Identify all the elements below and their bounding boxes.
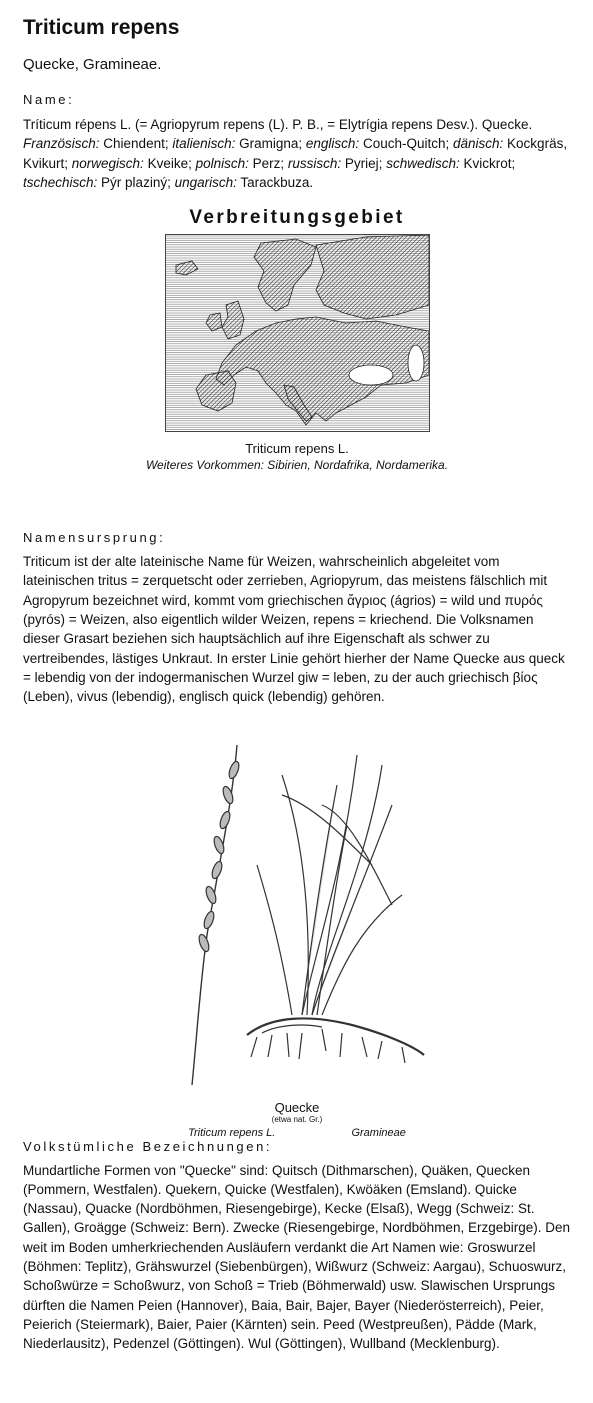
lang-danish-label: dänisch: [453, 136, 504, 152]
folk-section-label: Volkstümliche Bezeichnungen: [23, 1138, 273, 1154]
plant-family-label: Gramineae [351, 1126, 406, 1139]
plant-figure [23, 715, 571, 1139]
page-subtitle: Quecke, Gramineae. [23, 56, 162, 73]
scientific-name: Tríticum répens L. (= Agriopyrum repens (L). P. B., = Elytrígia repens Desv.). Quecke. [23, 117, 533, 132]
distribution-map [165, 234, 430, 432]
folk-section-text: Mundartliche Formen von "Quecke" sind: Quitsch (Dithmarschen), Quäken, Quecken (Pommern, Westfalen). Quekern, Quicke (Westfalen), Kwöäken (Emsland). Quicke (Nassau), Quacke (Nordböhmen, Riesengebirge), Kecke (Elsaß), Wegg (Schweiz: St. Gallen), Groägge (Schweiz: Bern). Zwecke (Riesengebirge, Nordböhmen, Erzgebirge). Den weit im Boden umherkriechenden Ausläufern verdankt die Art Namen wie: Groswurzel (Böhmen: Teplitz), Grähswurzel (Siebenbürgen), Wißwurz (Schweiz: Aargau), Schuoswurz, Schoßwürze = Schoßwurz, von Schoß = Trieb (Böhmerwald) usw. Slawischen Ursprungs dürften die Namen Peien (Hannover), Baia, Bair, Bajer, Bayer (Niederösterreich), Peier, Peierich (Steiermark), Baier, Paier (Kärnten) sein. Peed (Westpreußen), Pädde (Mark, Niederlausitz), Pedenzel (Göttingen). Wul (Göttingen), Wullband (Mecklenburg). [23, 1162, 571, 1352]
origin-section-text: Triticum ist der alte lateinische Name für Weizen, wahrscheinlich abgeleitet vom lateinischen tritus = zerquetscht oder zerrieben, Agriopyrum, das meistens fälschlich mit Agropyrum bezeichnet wird, kommt vom griechischen ἄγριος (ágrios) = wild und πυρός (pyrós) = Weizen, also eigentlich wilder Weizen, repens = kriechend. Die Volksnamen dieser Grasart beziehen sich hauptsächlich auf ihre Eigenschaft als schwer zu vertreibendes, lästiges Unkraut. In erster Linie gehört hierher der Name Quecke aus queck = lebendig von der indogermanischen Wurzel giw = leben, zu der auch griechisch βίος (Leben), vivus (lebendig), englisch quick (lebendig) gehören. [23, 554, 565, 705]
lang-english-label: englisch: [305, 136, 360, 152]
plant-species-label: Triticum repens L. [188, 1126, 276, 1139]
lang-swedish-value: Kvickrot; [459, 155, 516, 171]
page-title: Triticum repens [23, 16, 180, 39]
europe-map-image [166, 235, 429, 431]
lang-hungarian-label: ungarisch: [174, 174, 237, 190]
lang-czech-label: tschechisch: [23, 174, 98, 190]
lang-hungarian-value: Tarackbuza. [236, 174, 314, 190]
lang-swedish-label: schwedisch: [386, 155, 460, 171]
lang-norwegian-label: norwegisch: [71, 155, 144, 171]
plant-scale-note: (etwa nat. Gr.) [271, 1114, 323, 1124]
distribution-figure [23, 206, 571, 472]
lang-french-label: Französisch: [23, 136, 100, 152]
quecke-plant-image [162, 715, 432, 1093]
map-title: Verbreitungsgebiet [189, 207, 405, 229]
lang-french-value: Chiendent; [99, 136, 173, 152]
lang-polish-value: Perz; [248, 155, 288, 171]
lang-norwegian-value: Kveike; [143, 155, 196, 171]
name-section-text [23, 115, 571, 192]
lang-russian-value: Pyriej; [341, 155, 387, 171]
lang-italian-label: italienisch: [172, 136, 236, 152]
name-section-label: Name: [23, 92, 75, 107]
lang-czech-value: Pýr plaziný; [97, 174, 175, 190]
lang-italian-value: Gramigna; [235, 136, 306, 152]
lang-english-value: Couch-Quitch; [359, 136, 453, 152]
lang-russian-label: russisch: [287, 155, 342, 171]
map-sub-caption: Weiteres Vorkommen: Sibirien, Nordafrika, Nordamerika. [145, 458, 449, 473]
lang-danish-value: Kockgräs, Kvikurt; [23, 136, 568, 171]
map-caption: Triticum repens L. [245, 441, 349, 457]
plant-caption: Quecke [274, 1099, 320, 1115]
origin-section-label: Namensursprung: [23, 530, 166, 546]
lang-polish-label: polnisch: [195, 155, 249, 171]
document-page [23, 14, 571, 1354]
